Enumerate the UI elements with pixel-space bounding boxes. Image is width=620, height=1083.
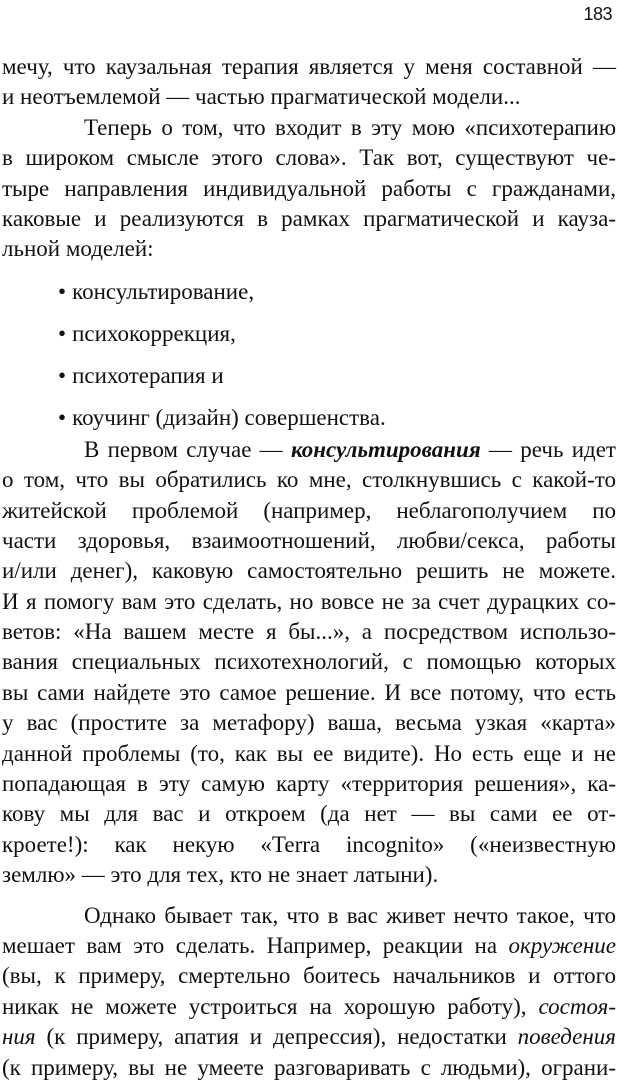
text-line: у вас (простите за метафору) ваша, весьма узкая «карта»: [2, 710, 616, 736]
page-number: 183: [583, 4, 612, 24]
text-fragment: В первом случае —: [84, 436, 291, 462]
text-line: и/или денег), каковую самостоятельно решить не можете.: [2, 558, 616, 584]
paragraph-however: [2, 901, 616, 1083]
list-item-text: консультирование,: [72, 278, 255, 304]
text-line: Однако бывает так, что в вас живет нечто такое, что: [84, 902, 616, 928]
bullet-icon: •: [58, 320, 67, 346]
term-consulting: консультирования: [290, 436, 481, 462]
term-behavior: поведения: [517, 1024, 616, 1050]
bullet-icon: •: [58, 278, 67, 304]
text-line: каковые и реализуются в рамках прагматической и кауза-: [2, 205, 616, 231]
text-fragment: — речь идет: [480, 436, 616, 462]
text-line: и неотъемлемой — частью прагматической модели...: [2, 84, 521, 110]
text-line: [2, 992, 616, 1022]
text-line: кову мы для вас и откроем (да нет — вы сами ее от-: [2, 801, 616, 827]
list-item: [2, 277, 616, 319]
text-line: И я помогу вам это сделать, но вовсе не за счет дурацких со-: [2, 588, 616, 614]
text-line: данной проблемы (то, как вы ее видите). Но есть еще и не: [2, 740, 616, 766]
text-line: землю» — это для тех, кто не знает латыни).: [2, 862, 439, 888]
paragraph-consulting: [2, 435, 616, 891]
term-states: состоя-: [538, 993, 616, 1019]
bullet-icon: •: [58, 404, 67, 430]
text-line: [2, 435, 616, 465]
text-fragment: (к примеру, апатия и депрессия), недостатки: [35, 1024, 518, 1050]
text-fragment: мешает вам это сделать. Например, реакции на: [2, 932, 509, 958]
page-body: [2, 52, 616, 1083]
term-states-end: ния: [2, 1024, 36, 1050]
text-line: [2, 931, 616, 961]
text-line: тыре направления индивидуальной работы с гражданами,: [2, 175, 616, 201]
list-item-text: психотерапия и: [72, 362, 224, 388]
text-line: льной моделей:: [2, 236, 154, 262]
text-line: кроете!): как некую «Terra incognito» («неизвестную: [2, 831, 616, 857]
text-line: (вы, к примеру, смертельно боитесь начальников и оттого: [2, 963, 616, 989]
text-line: житейской проблемой (например, неблагополучием по: [2, 497, 616, 523]
text-line: Теперь о том, что входит в эту мою «психотерапию: [84, 114, 616, 140]
text-line: (к примеру, вы не умеете разговаривать с людьми), ограни-: [2, 1054, 616, 1080]
list-item: [2, 361, 616, 403]
text-fragment: никак не можете устроиться на хорошую работу),: [2, 993, 539, 1019]
text-line: ветов: «На вашем месте я бы...», а посредством использо-: [2, 619, 616, 645]
text-line: попадающая в эту самую карту «территория решения», ка-: [2, 771, 616, 797]
text-line: вания специальных психотехнологий, с помощью которых: [2, 649, 616, 675]
text-line: части здоровья, взаимоотношений, любви/секса, работы: [2, 527, 616, 553]
text-line: в широком смысле этого слова». Так вот, существуют че-: [2, 145, 616, 171]
list-item: [2, 319, 616, 361]
bullet-list: [2, 277, 616, 445]
text-line: о том, что вы обратились ко мне, столкнувшись с какой-то: [2, 467, 616, 493]
text-line: [2, 1022, 616, 1052]
list-item-text: психокоррекция,: [72, 320, 236, 346]
text-line: вы сами найдете это самое решение. И все потому, что есть: [2, 679, 616, 705]
bullet-icon: •: [58, 362, 67, 388]
term-environment: окружение: [508, 932, 616, 958]
list-item-text: коучинг (дизайн) совершенства.: [72, 404, 386, 430]
text-line: мечу, что каузальная терапия является у меня составной —: [2, 54, 616, 79]
